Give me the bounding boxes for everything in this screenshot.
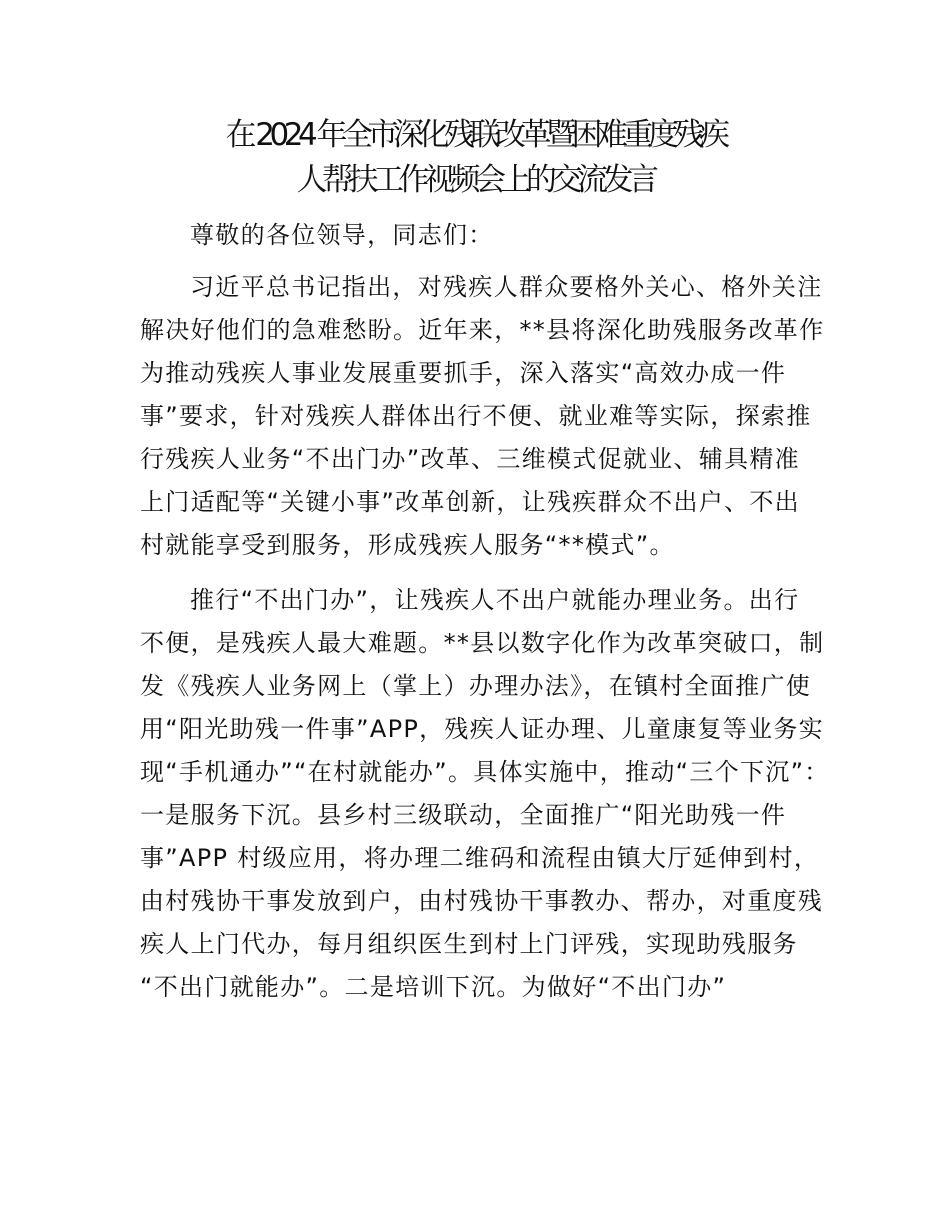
- paragraph-1-line: 事”要求，针对残疾人群体出行不便、就业难等实际，探索推: [140, 402, 812, 430]
- paragraph-1-line: 解决好他们的急难愁盼。近年来，**县将深化助残服务改革作: [140, 316, 825, 344]
- paragraph-1-line: 为推动残疾人事业发展重要抓手，深入落实“高效办成一件: [140, 359, 787, 387]
- paragraph-1-line: 村就能享受到服务，形成残疾人服务“**模式”。: [140, 531, 675, 559]
- paragraph-2-line: 一是服务下沉。县乡村三级联动，全面推广“阳光助残一件: [140, 801, 787, 829]
- salutation: 尊敬的各位领导，同志们：: [190, 221, 494, 249]
- document-title-line-1: 在 2024 年全市深化残联改革暨困难重度残疾: [225, 117, 725, 153]
- paragraph-2-line: 事”APP 村级应用，将办理二维码和流程由镇大厅延伸到村，: [140, 844, 820, 872]
- paragraph-2-line: 发《残疾人业务网上（掌上）办理办法》，在镇村全面推广使: [140, 672, 812, 700]
- paragraph-1-line: 上门适配等“关键小事”改革创新，让残疾群众不出户、不出: [140, 488, 800, 516]
- paragraph-2-line: “不出门就能办”。二是培训下沉。为做好“不出门办”: [140, 973, 727, 1001]
- paragraph-2-line: 疾人上门代办，每月组织医生到村上门评残，实现助残服务: [140, 930, 798, 958]
- paragraph-2-line: 由村残协干事发放到户，由村残协干事教办、帮办，对重度残: [140, 887, 824, 915]
- paragraph-2-line: 推行“不出门办”，让残疾人不出户就能办理业务。出行: [190, 586, 800, 614]
- document-title-line-2: 人帮扶工作视频会上的交流发言: [296, 162, 654, 198]
- paragraph-2-line: 现“手机通办”“在村就能办”。具体实施中，推动“三个下沉”：: [140, 758, 830, 786]
- paragraph-2-line: 不便，是残疾人最大难题。**县以数字化作为改革突破口，制: [140, 629, 825, 657]
- paragraph-1-line: 行残疾人业务“不出门办”改革、三维模式促就业、辅具精准: [140, 445, 800, 473]
- paragraph-2-line: 用“阳光助残一件事”APP，残疾人证办理、儿童康复等业务实: [140, 715, 824, 743]
- paragraph-1-line: 习近平总书记指出，对残疾人群众要格外关心、格外关注: [190, 273, 823, 301]
